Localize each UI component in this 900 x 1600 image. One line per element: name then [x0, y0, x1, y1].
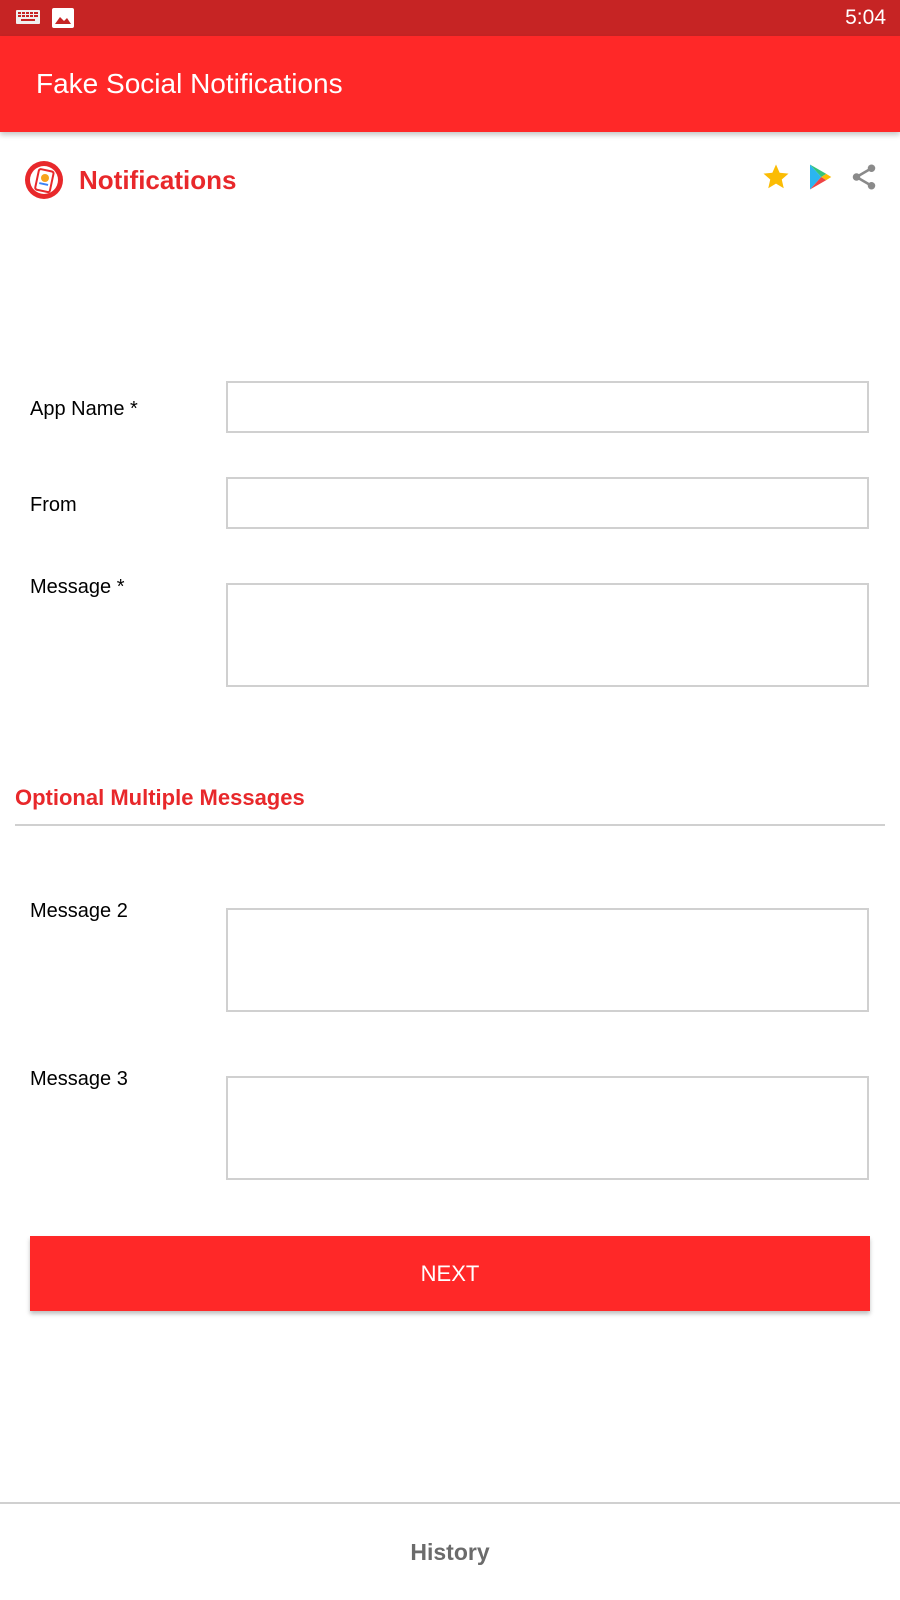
- from-input[interactable]: [226, 477, 869, 529]
- app-bar: [0, 36, 900, 132]
- status-time: 5:04: [845, 6, 886, 29]
- keyboard-icon: [16, 10, 40, 31]
- app-logo-icon: [24, 160, 64, 205]
- app-name-input[interactable]: [226, 381, 869, 433]
- app-title: Fake Social Notifications: [36, 68, 343, 99]
- image-icon: [52, 8, 74, 33]
- message-3-input[interactable]: [226, 1076, 869, 1180]
- optional-messages-title: Optional Multiple Messages: [15, 785, 305, 810]
- section-title: Notifications: [79, 165, 237, 195]
- play-store-icon[interactable]: [805, 162, 835, 192]
- optional-divider: [15, 824, 885, 826]
- notifications-header: [0, 132, 900, 232]
- star-icon[interactable]: [761, 162, 791, 192]
- history-button[interactable]: History: [0, 1504, 900, 1600]
- from-label: From: [30, 494, 77, 516]
- message-label: Message *: [30, 576, 125, 598]
- message-2-input[interactable]: [226, 908, 869, 1012]
- share-icon[interactable]: [849, 162, 879, 192]
- message-input[interactable]: [226, 583, 869, 687]
- message-2-label: Message 2: [30, 900, 128, 922]
- app-name-label: App Name *: [30, 398, 138, 420]
- message-3-label: Message 3: [30, 1068, 128, 1090]
- status-bar: [0, 0, 900, 36]
- next-button[interactable]: NEXT: [30, 1236, 870, 1311]
